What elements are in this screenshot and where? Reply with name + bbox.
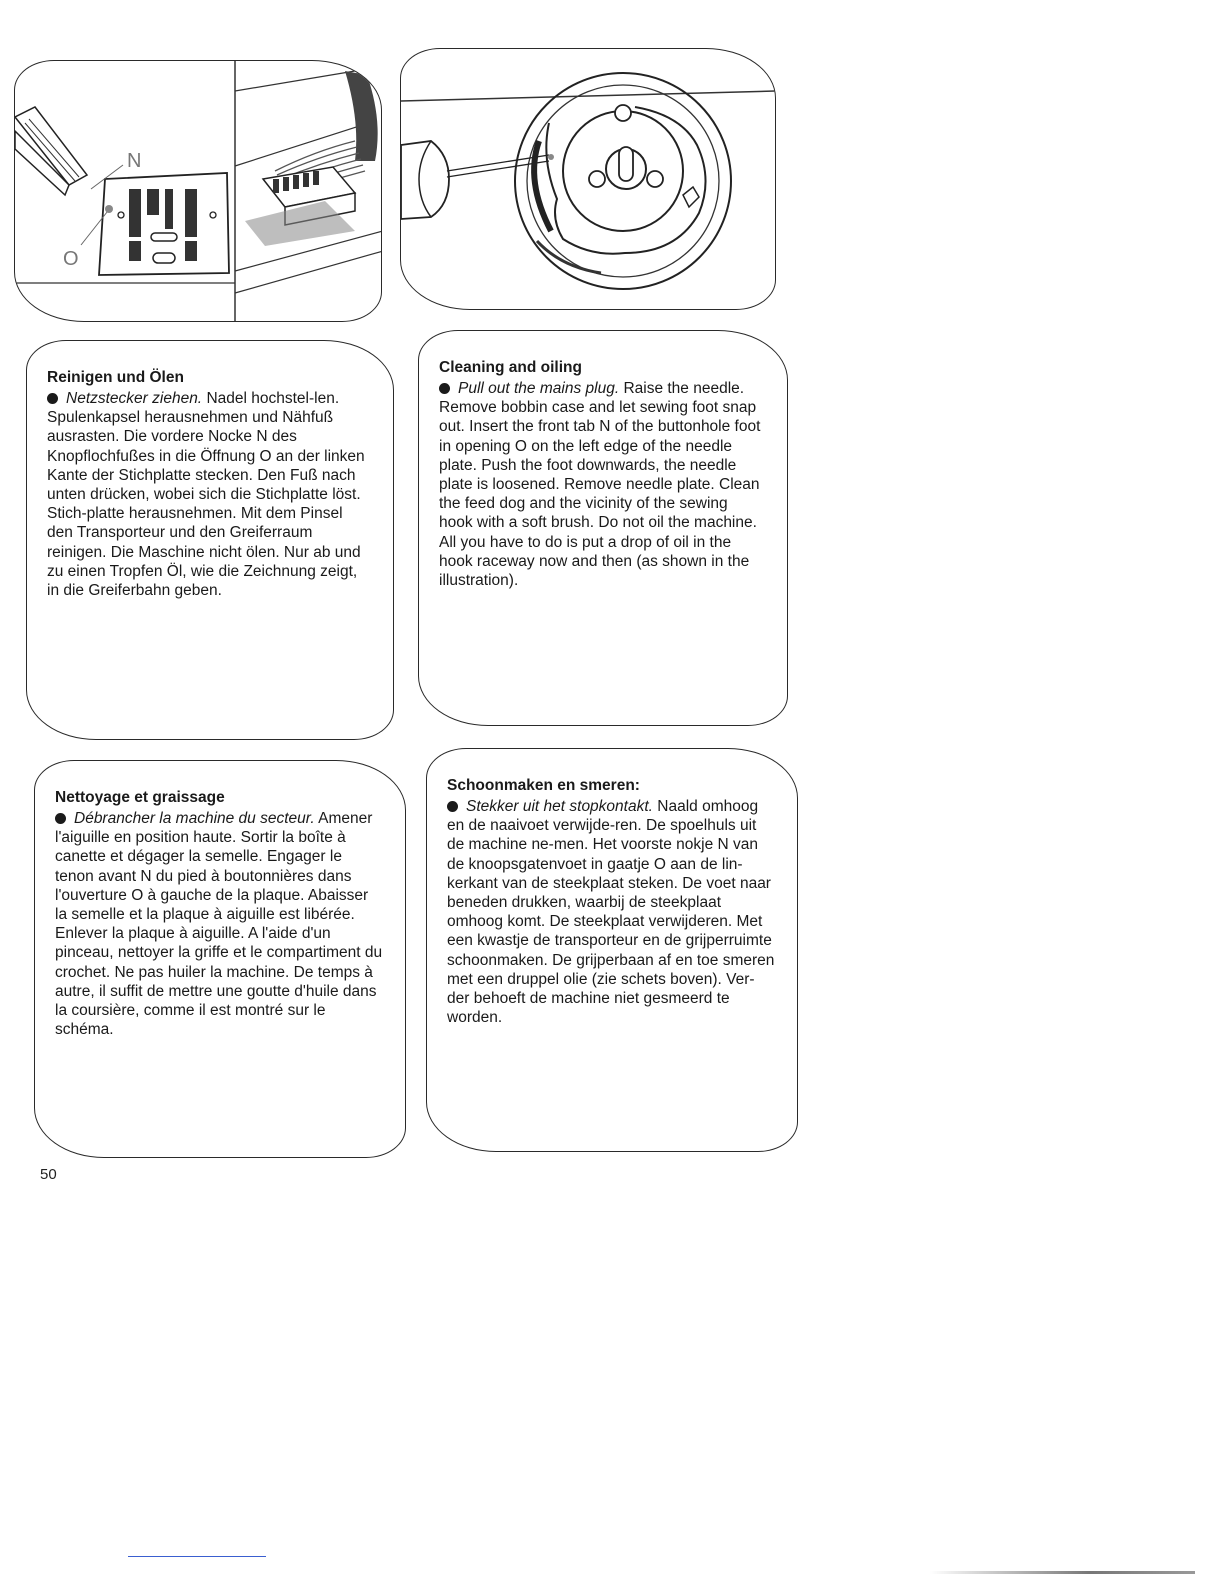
bullet-icon [55,813,66,824]
section-nl-text: Naald omhoog en de naaivoet verwijde-ren. De spoelhuls uit de machine ne-men. Het voorste nokje N van de knoopsgatenvoet in gaatje O aan de lin-kerkant van de steekplaat steken. De voet naar beneden drukken, waarbij de steekplaat omhoog komt. De steekplaat verwijderen. Met een kwastje de transporteur en de grijperruimte schoonmaken. De grijperbaan af en toe smeren met een druppel olie (zie schets boven). Ver-der behoeft de machine niet gesmeerd te worden. [447,798,775,1027]
label-o: O [63,248,79,270]
section-nl-title: Schoonmaken en smeren: [447,777,640,794]
scan-artifact-edge [930,1571,1195,1574]
bullet-icon [439,383,450,394]
section-en-lead: Pull out the mains plug. [458,380,620,397]
section-nl-panel [426,748,798,1152]
needle-plate-illustration [15,61,382,322]
section-de-panel [26,340,394,740]
section-fr-panel [34,760,406,1158]
hook-raceway-illustration-panel [400,48,776,310]
page-number: 50 [40,1166,57,1183]
section-fr-body [55,809,383,1039]
bullet-icon [47,393,58,404]
section-nl-lead: Stekker uit het stopkontakt. [466,798,653,815]
scan-artifact-blue-line [128,1556,266,1557]
section-en-panel [418,330,788,726]
label-n: N [127,150,142,172]
section-fr-lead: Débrancher la machine du secteur. [74,810,315,827]
section-en-title: Cleaning and oiling [439,359,582,376]
section-en-text: Raise the needle. Remove bobbin case and let sewing foot snap out. Insert the front tab N of the buttonhole foot in opening O on the left edge of the needle plate. Push the foot downwards, the needle plate is loosened. Remove needle plate. Clean the feed dog and the vicinity of the sewing hook with a soft brush. Do not oil the machine. All you have to do is put a drop of oil in the hook raceway now and then (as shown in the illustration). [439,380,761,590]
section-de-text: Nadel hochstel-len. Spulenkapsel herausnehmen und Nähfuß ausrasten. Die vordere Nocke N des Knopflochfußes in die Öffnung O an der linken Kante der Stichplatte stecken. Den Fuß nach unten drücken, wobei sich die Stichplatte löst. Stich-platte herausnehmen. Mit dem Pinsel den Transporteur und den Greiferraum reinigen. Die Maschine nicht ölen. Nur ab und zu einen Tropfen Öl, wie die Zeichnung zeigt, in die Greiferbahn geben. [47,390,365,600]
bullet-icon [447,801,458,812]
needle-plate-illustration-panel [14,60,382,322]
section-de-title: Reinigen und Ölen [47,369,184,386]
section-fr-title: Nettoyage et graissage [55,789,225,806]
section-fr-text: Amener l'aiguille en position haute. Sortir la boîte à canette et dégager la semelle. Engager le tenon avant N du pied à boutonnières dans l'ouverture O à gauche de la plaque. Abaisser la semelle et la plaque à aiguille est libérée. Enlever la plaque à aiguille. A l'aide d'un pinceau, nettoyer la griffe et le compartiment du crochet. Ne pas huiler la machine. De temps à autre, il suffit de mettre une goutte d'huile dans la coursière, comme il est montré sur le schéma. [55,810,383,1039]
hook-raceway-illustration [401,49,776,310]
section-de-body [47,389,371,600]
section-nl-body [447,797,775,1027]
section-en-body [439,379,765,590]
section-de-lead: Netzstecker ziehen. [66,390,203,407]
